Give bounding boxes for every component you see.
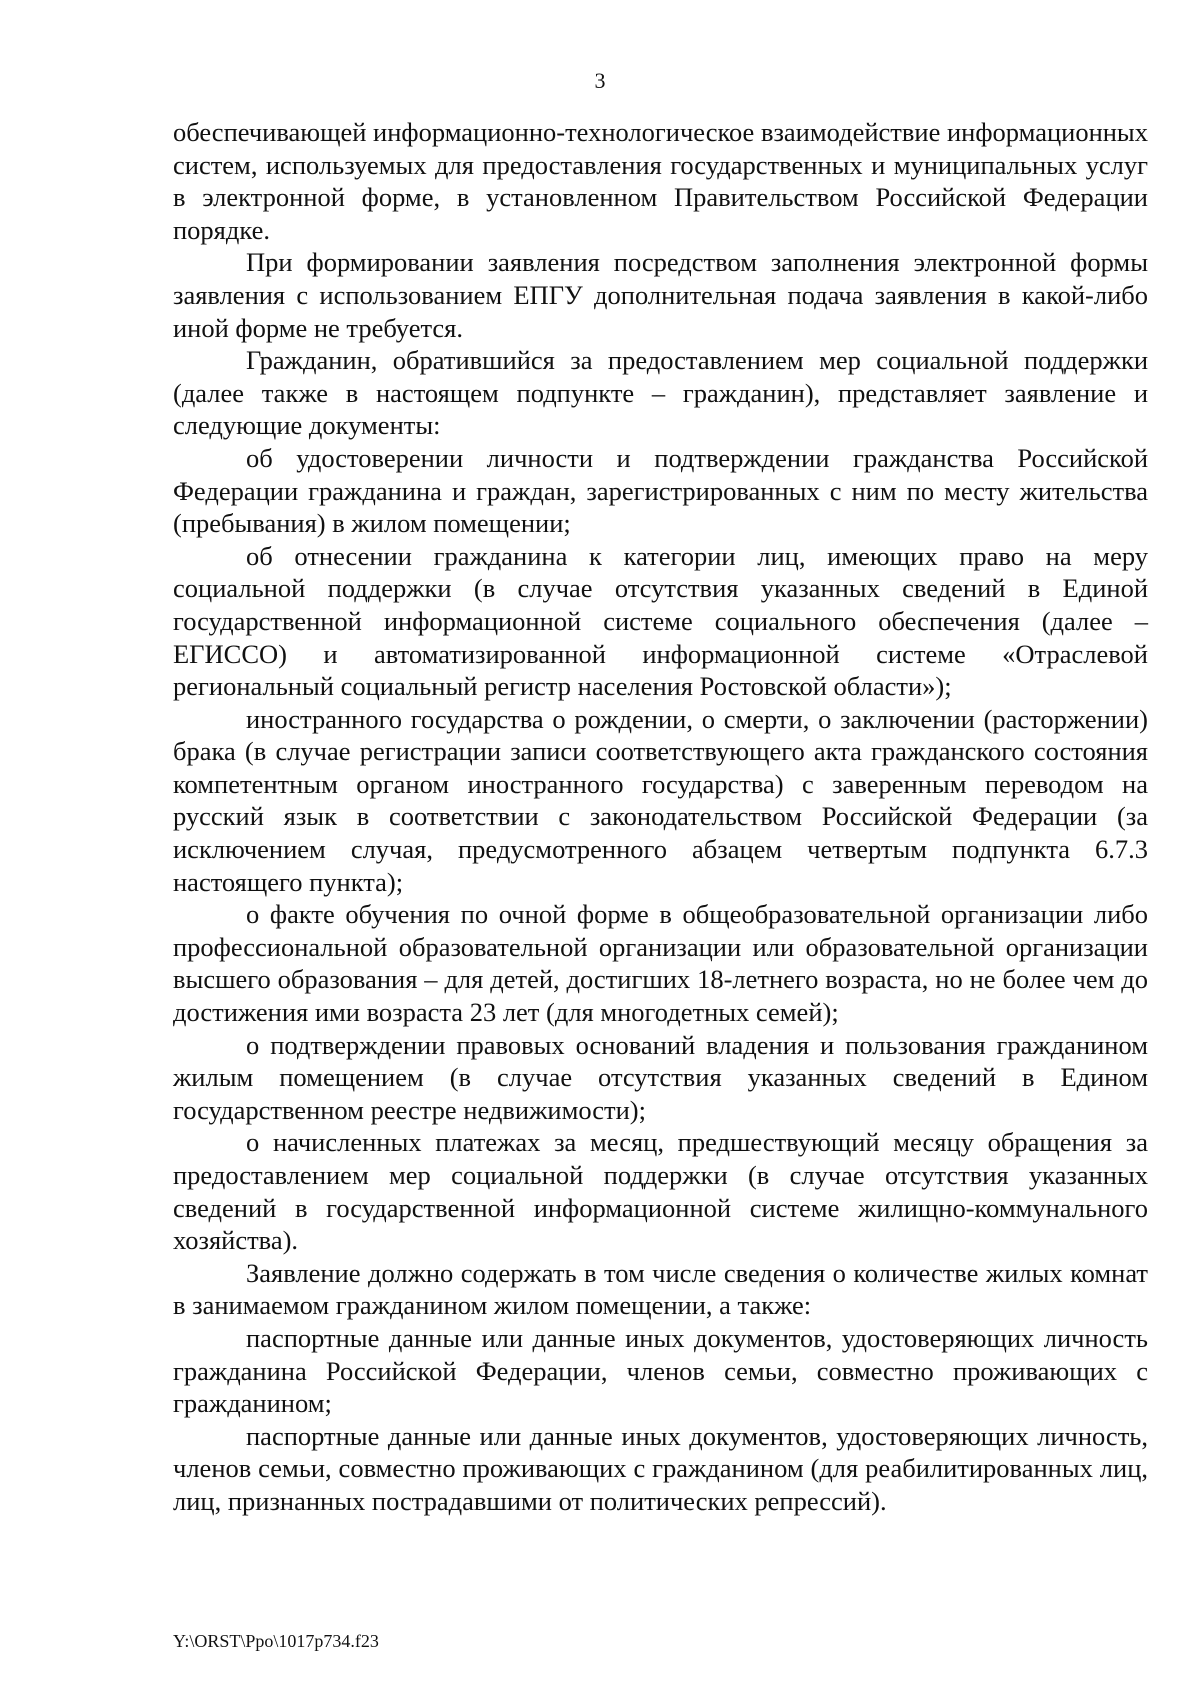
- list-item: паспортные данные или данные иных документов, удостоверяющих личность гражданина Российской Федерации, членов семьи, совместно проживающих с гражданином;: [173, 1322, 1148, 1419]
- list-item: о факте обучения по очной форме в общеобразовательной организации либо профессиональной образовательной организации или образовательной организации высшего образования – для детей, достигших 18-летнего возраста, но не более чем до достижения ими возраста 23 лет (для многодетных семей);: [173, 899, 1148, 1028]
- paragraph-continuation: обеспечивающей информационно-технологическое взаимодействие информационных систем, используемых для предоставления государственных и муниципальных услуг в электронной форме, в установленном Правительством Российской Федерации порядке.: [173, 117, 1148, 245]
- paragraph: Заявление должно содержать в том числе сведения о количестве жилых комнат в занимаемом гражданином жилом помещении, а также:: [173, 1257, 1148, 1321]
- list-item: паспортные данные или данные иных документов, удостоверяющих личность, членов семьи, совместно проживающих с гражданином (для реабилитированных лиц, лиц, признанных пострадавшими от политических репрессий).: [173, 1420, 1148, 1516]
- list-item: иностранного государства о рождении, о смерти, о заключении (расторжении) брака (в случае регистрации записи соответствующего акта гражданского состояния компетентным органом иностранного государства) с заверенным переводом на русский язык в соответствии с законодательством Российской Федерации (за исключением случая, предусмотренного абзацем четвертым подпункта 6.7.3 настоящего пункта);: [173, 703, 1148, 897]
- document-body: [173, 116, 1148, 1518]
- list-item: об удостоверении личности и подтверждении гражданства Российской Федерации гражданина и граждан, зарегистрированных с ним по месту жительства (пребывания) в жилом помещении;: [173, 442, 1148, 539]
- page-number: 3: [594, 68, 606, 93]
- list-item: о подтверждении правовых оснований владения и пользования гражданином жилым помещением (в случае отсутствия указанных сведений в Едином государственном реестре недвижимости);: [173, 1029, 1148, 1125]
- list-item: об отнесении гражданина к категории лиц, имеющих право на меру социальной поддержки (в случае отсутствия указанных сведений в Единой государственной информационной системе социального обеспечения (далее – ЕГИССО) и автоматизированной информационной системе «Отраслевой региональный социальный регистр населения Ростовской области»);: [173, 540, 1148, 702]
- list-item: о начисленных платежах за месяц, предшествующий месяцу обращения за предоставлением мер социальной поддержки (в случае отсутствия указанных сведений в государственной информационной системе жилищно-коммунального хозяйства).: [173, 1127, 1148, 1256]
- footer-file-path: Y:\ORST\Ppo\1017p734.f23: [173, 1631, 379, 1651]
- paragraph: При формировании заявления посредством заполнения электронной формы заявления с использованием ЕПГУ дополнительная подача заявления в какой-либо иной форме не требуется.: [173, 247, 1148, 343]
- paragraph: Гражданин, обратившийся за предоставлением мер социальной поддержки (далее также в настоящем подпункте – гражданин), представляет заявление и следующие документы:: [173, 345, 1148, 441]
